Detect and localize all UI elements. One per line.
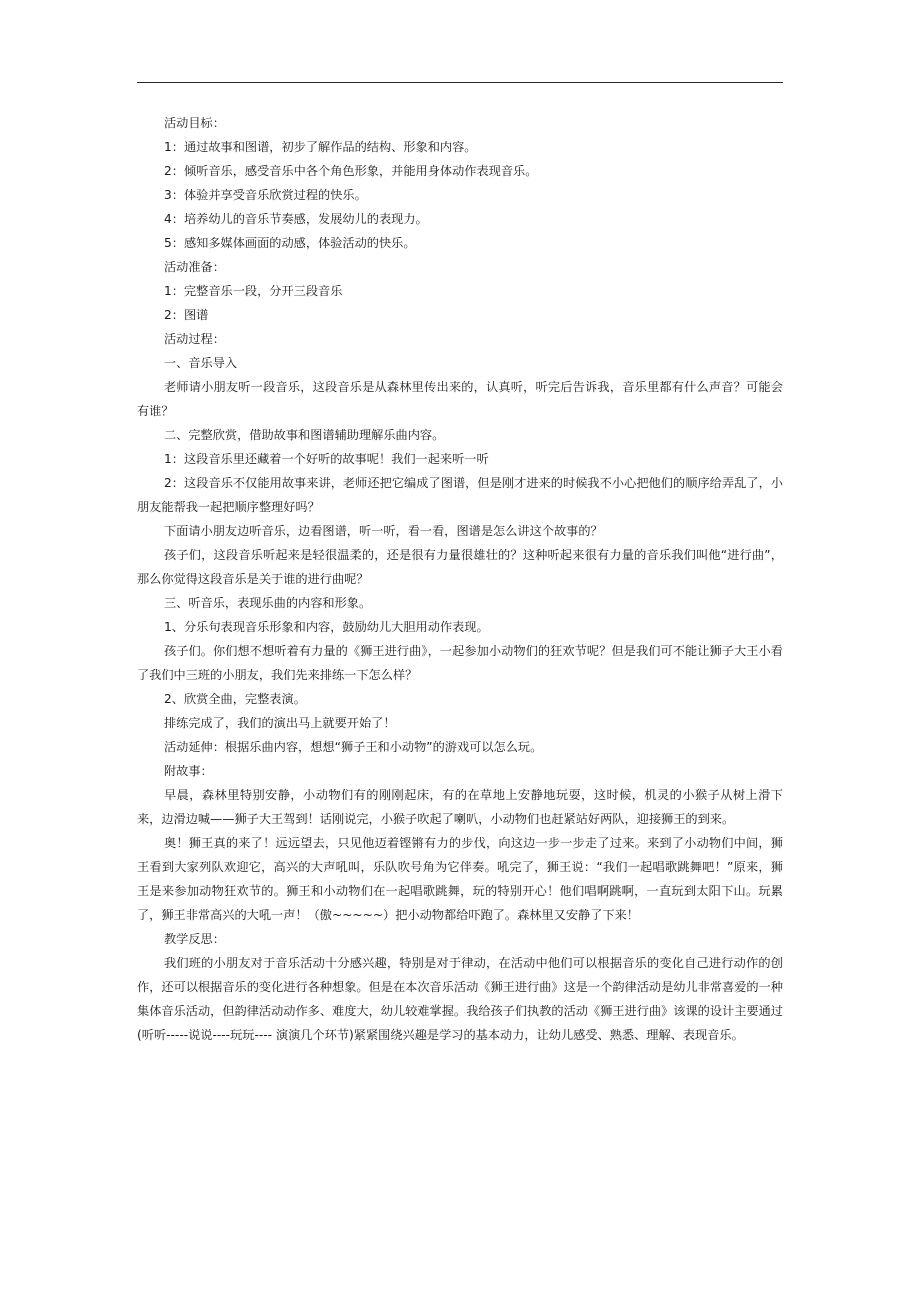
body-paragraph: 1：这段音乐里还藏着一个好听的故事呢！我们一起来听一听 bbox=[164, 452, 489, 466]
heading-activity-process: 活动过程： bbox=[164, 332, 225, 346]
section-heading: 二、完整欣赏，借助故事和图谱辅助理解乐曲内容。 bbox=[164, 428, 445, 442]
body-paragraph: 孩子们，这段音乐听起来是轻很温柔的，还是很有力量很雄壮的？这种听起来很有力量的音乐我们叫他“进行曲”，那么你觉得这段音乐是关于谁的进行曲呢？ bbox=[137, 548, 783, 586]
goal-item: 3：体验并享受音乐欣赏过程的快乐。 bbox=[164, 188, 367, 202]
body-paragraph: 2、欣赏全曲，完整表演。 bbox=[164, 692, 306, 706]
preparation-item: 1：完整音乐一段，分开三段音乐 bbox=[164, 284, 343, 298]
section-heading: 三、听音乐，表现乐曲的内容和形象。 bbox=[164, 596, 372, 610]
body-paragraph: 1、分乐句表现音乐形象和内容，鼓励幼儿大胆用动作表现。 bbox=[164, 620, 489, 634]
header-rule bbox=[137, 82, 783, 83]
body-paragraph: 老师请小朋友听一段音乐，这段音乐是从森林里传出来的，认真听，听完后告诉我，音乐里都有什么声音？可能会有谁？ bbox=[137, 380, 783, 418]
goal-item: 2：倾听音乐，感受音乐中各个角色形象，并能用身体动作表现音乐。 bbox=[164, 164, 538, 178]
heading-activity-goals: 活动目标： bbox=[164, 116, 225, 130]
activity-extension: 活动延伸：根据乐曲内容，想想“狮子王和小动物”的游戏可以怎么玩。 bbox=[164, 740, 543, 754]
goal-item: 4：培养幼儿的音乐节奏感，发展幼儿的表现力。 bbox=[164, 212, 428, 226]
reflection-paragraph: 我们班的小朋友对于音乐活动十分感兴趣，特别是对于律动，在活动中他们可以根据音乐的变化自己进行动作的创作，还可以根据音乐的变化进行各种想象。但是在本次音乐活动《狮王进行曲》这是一个韵律活动是幼儿非常喜爱的一种集体音乐活动，但韵律活动动作多、难度大，幼儿较难掌握。我给孩子们执教的活动《狮王进行曲》该课的设计主要通过 (听听-----说说----玩玩---- 演演几个环节)紧紧围绕兴趣是学习的基本动力，让幼儿感受、熟悉、理解、表现音乐。 bbox=[137, 956, 783, 1042]
story-paragraph: 早晨，森林里特别安静，小动物们有的刚刚起床，有的在草地上安静地玩耍，这时候，机灵的小猴子从树上滑下来，边滑边喊——狮子大王驾到！话刚说完，小猴子吹起了喇叭，小动物们也赶紧站好两队，迎接狮王的到来。 bbox=[137, 788, 783, 826]
heading-activity-preparation: 活动准备： bbox=[164, 260, 225, 274]
story-paragraph: 奥！狮王真的来了！远远望去，只见他迈着铿锵有力的步伐，向这边一步一步走了过来。来到了小动物们中间，狮王看到大家列队欢迎它，高兴的大声吼叫，乐队吹号角为它伴奏。吼完了，狮王说：“我们一起唱歌跳舞吧！”原来，狮王是来参加动物狂欢节的。狮王和小动物们在一起唱歌跳舞，玩的特别开心！他们唱啊跳啊，一直玩到太阳下山。玩累了，狮王非常高兴的大吼一声！（傲~~~~~）把小动物都给吓跑了。森林里又安静了下来！ bbox=[137, 836, 783, 922]
goal-item: 5：感知多媒体画面的动感，体验活动的快乐。 bbox=[164, 236, 416, 250]
heading-attached-story: 附故事： bbox=[164, 764, 213, 778]
body-paragraph: 排练完成了，我们的演出马上就要开始了！ bbox=[164, 716, 396, 730]
body-paragraph: 2：这段音乐不仅能用故事来讲，老师还把它编成了图谱，但是刚才进来的时候我不小心把他们的顺序给弄乱了，小朋友能帮我一起把顺序整理好吗？ bbox=[137, 476, 783, 514]
section-heading: 一、音乐导入 bbox=[164, 356, 238, 370]
heading-teaching-reflection: 教学反思： bbox=[164, 932, 225, 946]
goal-item: 1：通过故事和图谱，初步了解作品的结构、形象和内容。 bbox=[164, 140, 477, 154]
body-paragraph: 下面请小朋友边听音乐，边看图谱，听一听，看一看，图谱是怎么讲这个故事的？ bbox=[164, 524, 603, 538]
preparation-item: 2：图谱 bbox=[164, 308, 209, 322]
document-body bbox=[137, 111, 783, 1047]
body-paragraph: 孩子们。你们想不想听着有力量的《狮王进行曲》，一起参加小动物们的狂欢节呢？但是我们可不能让狮子大王小看了我们中三班的小朋友，我们先来排练一下怎么样？ bbox=[137, 644, 783, 682]
